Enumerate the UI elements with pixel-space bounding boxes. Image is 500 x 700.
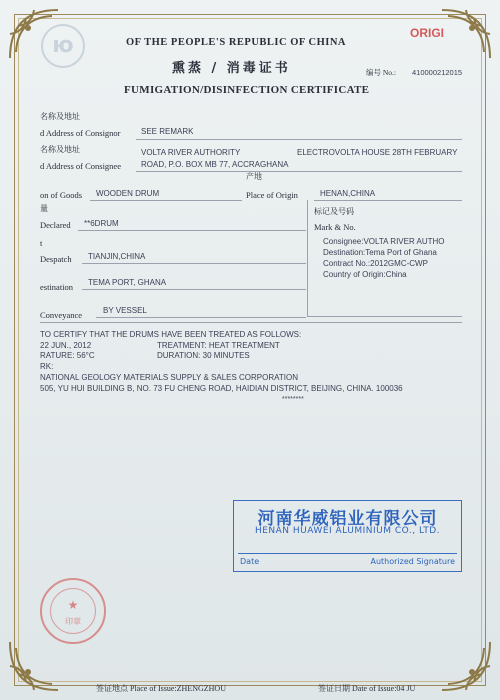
mark-box-bottom [307, 316, 462, 317]
quantity-value: **6DRUM [84, 219, 119, 228]
despatch-label: Despatch [40, 254, 72, 264]
destination-label: estination [40, 282, 74, 292]
place-of-issue: 签证地点 Place of Issue:ZHENGZHOU [96, 684, 226, 693]
consignee-value-line2: ELECTROVOLTA HOUSE 28TH FEBRUARY [297, 148, 458, 157]
mark-box-divider [307, 200, 308, 316]
mark-label-cn: 标记及号码 [314, 207, 354, 216]
treatment-temperature: RATURE: 56°C [40, 351, 95, 360]
consignee-value-line3: ROAD, P.O. BOX MB 77, ACCRAGHANA [141, 160, 289, 169]
cert-no-label: 编号 No.: [366, 68, 396, 77]
remark-line1: NATIONAL GEOLOGY MATERIALS SUPPLY & SALES CORPORATION [40, 373, 298, 382]
stamp-date-label: Date [240, 557, 260, 566]
despatch-value: TIANJIN,CHINA [88, 252, 146, 261]
consignor-rule [136, 139, 462, 140]
mark-country: Country of Origin:China [323, 270, 407, 279]
consignor-value: SEE REMARK [141, 127, 194, 136]
date-of-issue: 签证日期 Date of Issue:04 JU [318, 684, 416, 693]
consignee-label-cn: 名称及地址 [40, 145, 80, 154]
corner-ornament-bottom-right [438, 638, 494, 694]
quantity-label: Declared [40, 220, 71, 230]
ciq-logo-icon: ю [41, 24, 85, 68]
corner-ornament-top-right [438, 6, 494, 62]
quantity-label-cn: 量 [40, 204, 48, 213]
certify-statement: TO CERTIFY THAT THE DRUMS HAVE BEEN TREATED AS FOLLOWS: [40, 330, 302, 339]
corner-ornament-bottom-left [6, 638, 62, 694]
company-stamp [233, 500, 462, 572]
conveyance-value: BY VESSEL [103, 306, 147, 315]
republic-heading: OF THE PEOPLE'S REPUBLIC OF CHINA [126, 37, 347, 48]
cert-no-value: 410000212015 [412, 68, 463, 77]
mark-label: Mark & No. [314, 222, 356, 232]
remark-line2: 505, YU HUI BUILDING B, NO. 73 FU CHENG ROAD, HAIDIAN DISTRICT, BEIJING, CHINA. 100036 [40, 384, 403, 393]
consignee-value-line1: VOLTA RIVER AUTHORITY [141, 148, 241, 157]
consignor-label: d Address of Consignor [40, 128, 121, 138]
consignor-label-cn: 名称及地址 [40, 112, 80, 121]
conveyance-rule [96, 317, 306, 318]
end-stars: ******** [282, 396, 304, 403]
goods-label: on of Goods [40, 190, 83, 200]
treatment-date: 22 JUN., 2012 [40, 341, 92, 350]
consignee-label: d Address of Consignee [40, 161, 121, 171]
quantity-rule [78, 230, 306, 231]
origin-label: Place of Origin [246, 190, 298, 200]
despatch-label-cn: t [40, 238, 43, 248]
origin-rule [314, 200, 462, 201]
treatment-type: TREATMENT: HEAT TREATMENT [157, 341, 280, 350]
despatch-rule [82, 263, 306, 264]
mark-contract: Contract No.:2012GMC-CWP [323, 259, 428, 268]
destination-value: TEMA PORT, GHANA [88, 278, 167, 287]
origin-label-cn: 产地 [246, 172, 262, 181]
consignee-rule [136, 171, 462, 172]
stamp-signature-label: Authorized Signature [370, 557, 455, 566]
stamp-divider [238, 553, 457, 554]
original-mark: ORIGI [410, 26, 445, 40]
destination-rule [82, 289, 306, 290]
remark-label: RK: [40, 362, 54, 371]
title-chinese: 熏蒸 / 消毒证书 [172, 61, 291, 76]
goods-value: WOODEN DRUM [96, 189, 160, 198]
seal-star-icon: ★ [67, 598, 79, 612]
mark-destination: Destination:Tema Port of Ghana [323, 248, 437, 257]
section-divider [40, 322, 462, 323]
origin-value: HENAN,CHINA [320, 189, 376, 198]
goods-rule [90, 200, 242, 201]
stamp-company-en: HENAN HUAWEI ALUMINIUM CO., LTD. [254, 526, 441, 536]
mark-consignee: Consignee:VOLTA RIVER AUTHO [323, 237, 445, 246]
official-seal [40, 578, 106, 644]
title-english: FUMIGATION/DISINFECTION CERTIFICATE [124, 84, 370, 96]
conveyance-label: Conveyance [40, 310, 83, 320]
seal-text: 印章 [65, 617, 81, 626]
stamp-company-cn: 河南华威铝业有限公司 [257, 509, 438, 529]
treatment-duration: DURATION: 30 MINUTES [157, 351, 250, 360]
